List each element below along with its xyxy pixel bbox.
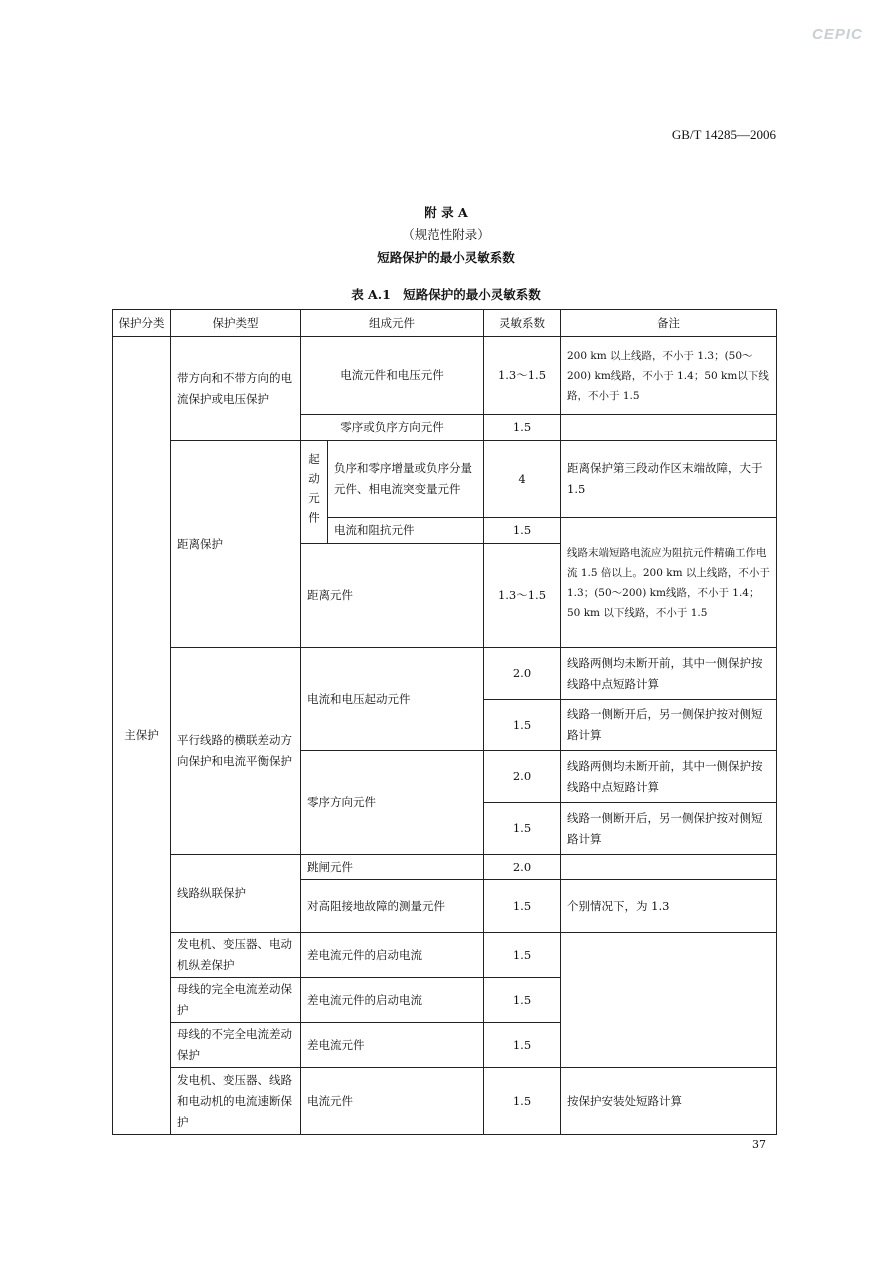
annex-type: （规范性附录） <box>402 227 490 242</box>
remark-cell: 200 km 以上线路，不小于 1.3；(50～200) km线路，不小于 1.4；50 km以下线路，不小于 1.5 <box>561 337 777 415</box>
coefficient-cell: 1.5 <box>484 415 561 441</box>
coefficient-cell: 1.5 <box>484 1023 561 1068</box>
component-cell: 电流元件 <box>301 1068 484 1135</box>
coefficient-cell: 2.0 <box>484 648 561 700</box>
type-cell: 平行线路的横联差动方向保护和电流平衡保护 <box>171 648 301 855</box>
component-cell: 电流和阻抗元件 <box>328 518 484 544</box>
type-cell: 线路纵联保护 <box>171 855 301 933</box>
type-cell: 距离保护 <box>171 441 301 648</box>
coefficient-cell: 1.5 <box>484 803 561 855</box>
coefficient-cell: 1.3～1.5 <box>484 337 561 415</box>
annex-title: 短路保护的最小灵敏系数 <box>377 250 515 265</box>
component-cell: 差电流元件的启动电流 <box>301 933 484 978</box>
component-cell: 负序和零序增量或负序分量元件、相电流突变量元件 <box>328 441 484 518</box>
coefficient-cell: 1.5 <box>484 700 561 751</box>
remark-cell: 距离保护第三段动作区末端故障，大于 1.5 <box>561 441 777 518</box>
table-row <box>113 337 777 415</box>
coefficient-cell: 2.0 <box>484 751 561 803</box>
header-remarks: 备注 <box>561 310 777 337</box>
component-cell: 跳闸元件 <box>301 855 484 880</box>
component-cell: 电流和电压起动元件 <box>301 648 484 751</box>
header-coefficient: 灵敏系数 <box>484 310 561 337</box>
standard-number: GB/T 14285—2006 <box>671 127 776 142</box>
table-row <box>113 648 777 700</box>
component-cell: 零序方向元件 <box>301 751 484 855</box>
coefficient-cell: 1.5 <box>484 978 561 1023</box>
component-cell: 距离元件 <box>301 544 484 648</box>
cepic-logo: CEPIC <box>812 26 863 43</box>
header-category: 保护分类 <box>113 310 171 337</box>
table-row <box>113 1068 777 1135</box>
remark-cell: 线路两侧均未断开前，其中一侧保护按线路中点短路计算 <box>561 751 777 803</box>
component-cell: 差电流元件 <box>301 1023 484 1068</box>
coefficient-cell: 1.5 <box>484 880 561 933</box>
remark-cell: 个别情况下，为 1.3 <box>561 880 777 933</box>
table-header <box>113 310 777 337</box>
component-cell: 对高阻接地故障的测量元件 <box>301 880 484 933</box>
coefficient-cell: 4 <box>484 441 561 518</box>
table-row <box>113 441 777 518</box>
coefficient-cell: 1.5 <box>484 933 561 978</box>
component-cell: 电流元件和电压元件 <box>301 337 484 415</box>
type-cell: 发电机、变压器、电动机纵差保护 <box>171 933 301 978</box>
table-caption: 表 A.1 短路保护的最小灵敏系数 <box>351 287 541 302</box>
startup-label: 起动元件 <box>301 441 328 544</box>
coefficient-cell: 1.5 <box>484 1068 561 1135</box>
page-number: 37 <box>752 1138 766 1151</box>
remark-cell: 线路两侧均未断开前，其中一侧保护按线路中点短路计算 <box>561 648 777 700</box>
component-cell: 零序或负序方向元件 <box>301 415 484 441</box>
type-cell: 母线的不完全电流差动保护 <box>171 1023 301 1068</box>
type-cell: 带方向和不带方向的电流保护或电压保护 <box>171 337 301 441</box>
header-component: 组成元件 <box>301 310 484 337</box>
annex-label: 附 录 A <box>424 205 468 220</box>
remark-cell <box>561 933 777 1068</box>
category-cell: 主保护 <box>113 337 171 1135</box>
remark-cell <box>561 415 777 441</box>
remark-cell: 线路一侧断开后，另一侧保护按对侧短路计算 <box>561 700 777 751</box>
remark-cell <box>561 855 777 880</box>
header-type: 保护类型 <box>171 310 301 337</box>
remark-cell: 线路末端短路电流应为阻抗元件精确工作电流 1.5 倍以上。200 km 以上线路，不小于 1.3；(50～200) km线路，不小于 1.4；50 km 以下线路，不小于 1.5 <box>561 518 777 648</box>
component-cell: 差电流元件的启动电流 <box>301 978 484 1023</box>
table-row <box>113 855 777 880</box>
sensitivity-table <box>112 309 777 1135</box>
type-cell: 发电机、变压器、线路和电动机的电流速断保护 <box>171 1068 301 1135</box>
coefficient-cell: 2.0 <box>484 855 561 880</box>
remark-cell: 按保护安装处短路计算 <box>561 1068 777 1135</box>
remark-cell: 线路一侧断开后，另一侧保护按对侧短路计算 <box>561 803 777 855</box>
coefficient-cell: 1.5 <box>484 518 561 544</box>
table-row <box>113 933 777 978</box>
type-cell: 母线的完全电流差动保护 <box>171 978 301 1023</box>
coefficient-cell: 1.3～1.5 <box>484 544 561 648</box>
